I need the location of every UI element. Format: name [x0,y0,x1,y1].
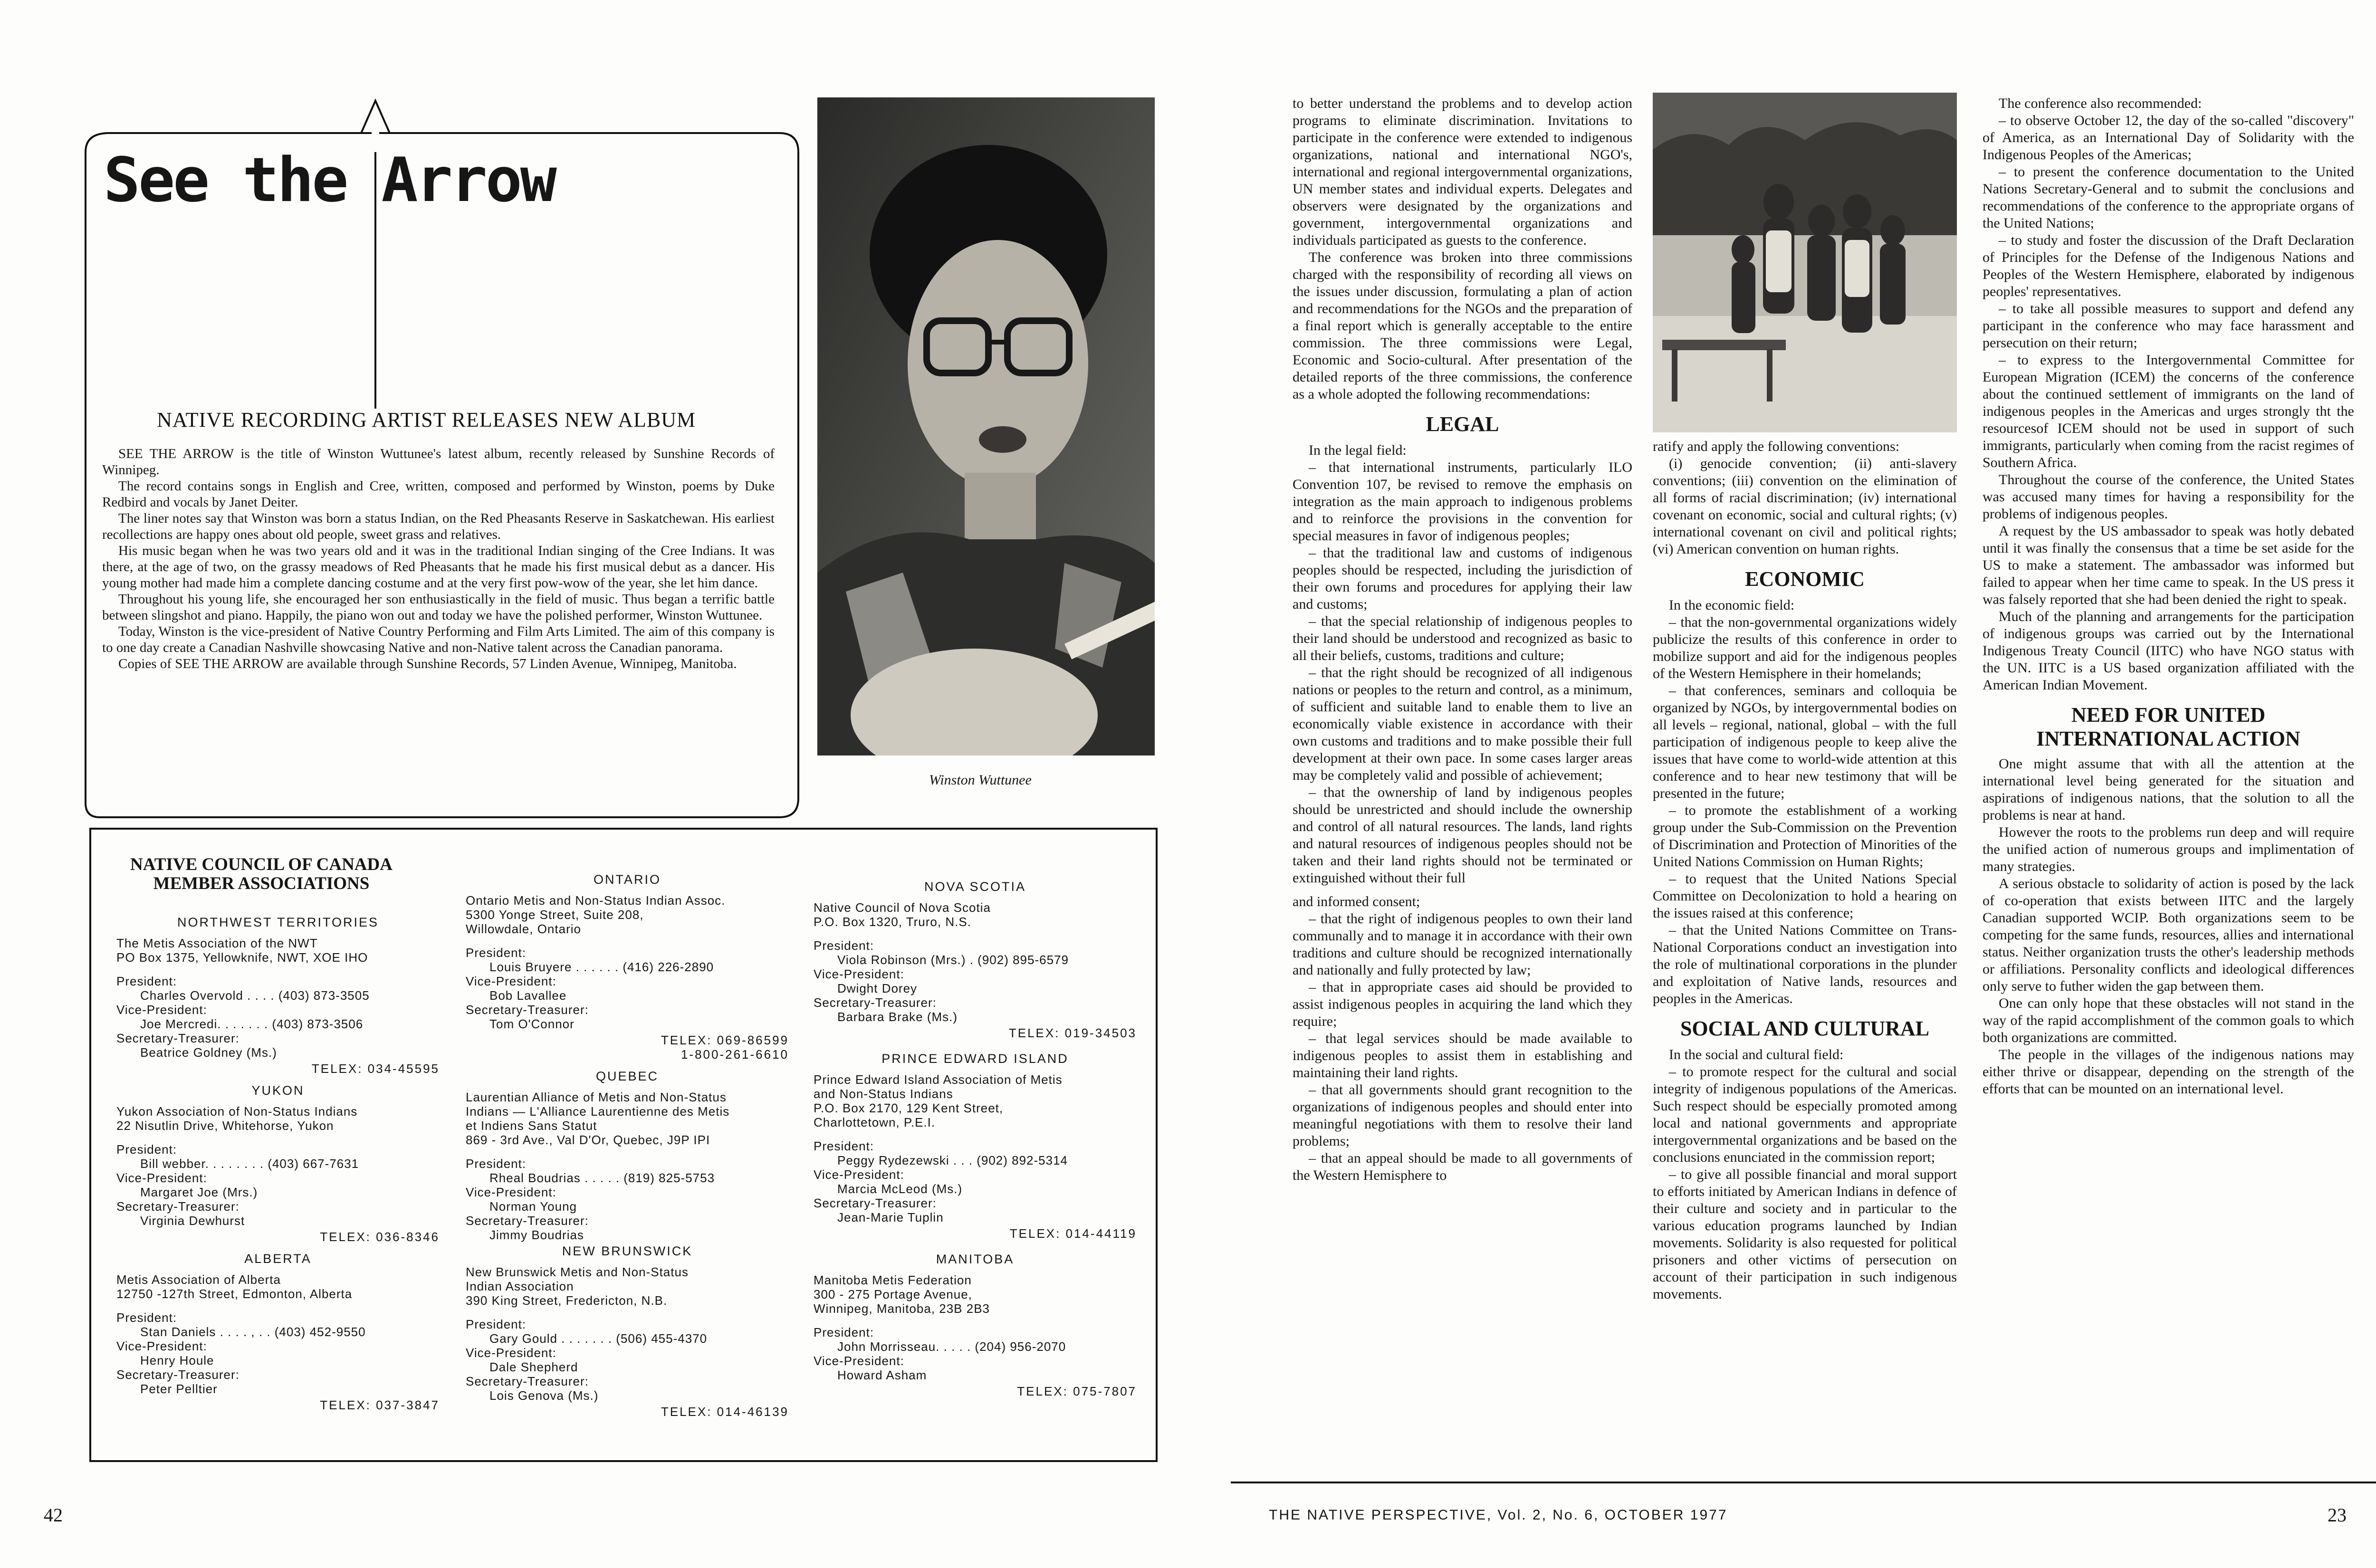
article-paragraph: The people in the villages of the indigenous nations may either thrive or disappear, depending on the strength of the efforts that can be mounted on an international level. [1983,1047,2354,1097]
feature-body [102,446,775,672]
telex-number: TELEX: 037-3847 [320,1398,440,1412]
org-name: Indian Association [466,1279,574,1293]
person-entry: Gary Gould . . . . . . . (506) 455-4370 [489,1331,708,1346]
region-heading: YUKON [251,1083,305,1098]
role-label: Secretary-Treasurer: [814,995,937,1010]
role-label: President: [116,974,177,988]
role-label: President: [814,1139,874,1153]
article-paragraph: – that the right of indigenous peoples to own their land communally and to manage it in accordance with their own traditions and culture should be recognized internationally and nationally and fully protected by law; [1293,911,1632,978]
council-column-2 [466,865,789,1419]
council-column-1 [116,908,440,1412]
article-paragraph: – that the right should be recognized of all indigenous nations or peoples to the return and control, as a minimum, of sufficient and suitable land to enable them to live an economically viable existence in accordance with their own customs and traditions and to make possible their full development at their own pace. In some cases larger areas may be completely valid and possible of achievement; [1293,665,1632,783]
role-label: Secretary-Treasurer: [466,1214,589,1228]
article-paragraph: In the social and cultural field: [1669,1047,1844,1062]
feature-paragraph: SEE THE ARROW is the title of Winston Wuttunee's latest album, recently released by Sunshine Records of Winnipeg. [102,446,775,478]
feature-paragraph: The record contains songs in English and Cree, written, composed and performed by Winston, poems by Duke Redbird and vocals by Janet Deiter. [102,478,775,510]
article-paragraph: ratify and apply the following conventions: [1653,439,1900,454]
section-heading-line: NEED FOR UNITED [2071,703,2266,727]
role-label: President: [116,1310,177,1325]
person-entry: Marcia McLeod (Ms.) [837,1182,963,1196]
footer-rule [1231,1482,2376,1483]
article-paragraph: – that legal services should be made available to indigenous peoples to assist them in establishing and maintaining their land rights. [1293,1031,1632,1080]
role-label: President: [814,938,874,953]
footer-publication: THE NATIVE PERSPECTIVE, Vol. 2, No. 6, OCTOBER 1977 [1269,1507,1728,1523]
role-label: Vice-President: [814,1167,904,1182]
org-name: Native Council of Nova Scotia [814,900,991,915]
article-paragraph: One can only hope that these obstacles will not stand in the way of the rapid accomplishment of the common goals to which both organizations are committed. [1983,995,2354,1045]
article-paragraph: – to study and foster the discussion of the Draft Declaration of Principles for the Defense of the Indigenous Nations and Peoples of the Western Hemisphere, elaborated by indigenous peoples' representatives. [1983,232,2354,299]
region-heading: PRINCE EDWARD ISLAND [881,1052,1069,1066]
person-entry: Viola Robinson (Mrs.) . (902) 895-6579 [837,953,1069,967]
article-paragraph: – that the ownership of land by indigenous peoples should be unrestricted and should include the ownership and control of all natural resources. The lands, land rights and natural resources of indigenous peoples should not be taken and their land rights should not be terminated or extinguished without their full [1293,784,1632,886]
org-name: The Metis Association of the NWT [116,936,318,950]
person-entry: Louis Bruyere . . . . . . (416) 226-2890 [489,960,714,974]
person-entry: John Morrisseau. . . . . (204) 956-2070 [837,1339,1066,1354]
article-paragraph: The conference also recommended: [1999,96,2202,111]
telex-number: TELEX: 069-86599 [661,1033,789,1047]
article-column-2 [1653,438,1957,1303]
org-name: and Non-Status Indians [814,1087,953,1101]
article-paragraph: The conference was broken into three commissions charged with the responsibility of recording all views on the issues under discussion, formulating a plan of action and recommendations for the NGOs and the preparation of a final report which is generally acceptable to the entire commission. The three commissions were Legal, Economic and Socio-cultural. After presentation of the detailed reports of the three commissions, the conference as a whole adopted the following recommendations: [1293,249,1632,402]
region-heading: NOVA SCOTIA [924,880,1026,894]
org-address: 300 - 275 Portage Avenue, [814,1287,972,1301]
org-name: Metis Association of Alberta [116,1272,281,1287]
telex-number: TELEX: 034-45595 [311,1061,440,1076]
article-paragraph: – that the special relationship of indigenous peoples to their land should be understood and recognized as basic to all their beliefs, customs, traditions and culture; [1293,613,1632,663]
right-page-number: 23 [2328,1504,2347,1526]
telex-number: TELEX: 014-46139 [661,1405,789,1419]
person-entry: Dwight Dorey [837,981,918,995]
phone-number: 1-800-261-6610 [680,1047,789,1061]
article-paragraph: Throughout the course of the conference, the United States was accused many times for having a responsibility for the problems of indigenous peoples. [1983,472,2354,522]
council-title [109,855,413,893]
role-label: President: [466,946,527,960]
org-address: 22 Nisutlin Drive, Whitehorse, Yukon [116,1119,334,1133]
article-paragraph: – to request that the United Nations Special Committee on Decolonization to hold a hearing on the issues raised at this conference; [1653,871,1957,921]
article-paragraph: – to give all possible financial and moral support to efforts initiated by American Indians in defence of their culture and society and in particular to the various education programs launched by Indian movements. Solidarity is also requested for political prisoners and other victims of persecution on account of their participation in such indigenous movements. [1653,1166,1957,1302]
org-name: Ontario Metis and Non-Status Indian Assoc. [466,893,726,908]
article-paragraph: and informed consent; [1293,894,1420,909]
village-children-photo [1653,93,1957,432]
article-paragraph: In the economic field: [1669,597,1795,613]
role-label: President: [466,1317,527,1331]
article-paragraph: – that international instruments, particularly ILO Convention 107, be revised to remove the emphasis on integration as the main approach to indigenous problems and to reinforce the provisions in the convention for special measures in favor of indigenous peoples; [1293,459,1632,544]
article-column-3 [1983,95,2354,1098]
person-entry: Henry Houle [140,1353,214,1367]
person-entry: Jean-Marie Tuplin [837,1210,944,1224]
article-column-1 [1293,95,1632,1184]
person-entry: Barbara Brake (Ms.) [837,1010,958,1024]
council-title-line2: MEMBER ASSOCIATIONS [153,874,370,893]
org-name: Manitoba Metis Federation [814,1273,972,1287]
village-illustration [1653,93,1957,432]
region-heading: ALBERTA [244,1252,312,1266]
org-address: Charlottetown, P.E.I. [814,1115,936,1129]
org-name: Laurentian Alliance of Metis and Non-Status [466,1090,727,1104]
article-paragraph: However the roots to the problems run deep and will require the unified action of numerous groups and implimentation of many strategies. [1983,824,2354,874]
person-entry: Peggy Rydezewski . . . (902) 892-5314 [837,1153,1068,1167]
role-label: Secretary-Treasurer: [116,1199,240,1214]
article-paragraph: – to express to the Intergovernmental Committee for European Migration (ICEM) the concerns of the conference about the continued settlement of immigrants on the land of indigenous peoples in the Americas and urges strongly tht the resourcesof ICEM should not be used in support of such immigrants, particularly when coming from the racist regimes of Southern Africa. [1983,352,2354,470]
council-title-line1: NATIVE COUNCIL OF CANADA [130,855,393,874]
article-paragraph: – that the United Nations Committee on Trans-National Corporations conduct an investigation into the role of multinational corporations in the plunder and exploitation of Native lands, resources and peoples in the Americas. [1653,922,1957,1006]
role-label: Vice-President: [814,1354,904,1368]
person-entry: Howard Asham [837,1368,927,1382]
feature-paragraph: Copies of SEE THE ARROW are available through Sunshine Records, 57 Linden Avenue, Winnipeg, Manitoba. [118,656,737,671]
artist-portrait-photo [817,97,1155,755]
article-paragraph: – that in appropriate cases aid should be provided to assist indigenous peoples in acquiring the land which they require; [1293,979,1632,1029]
feature-paragraph: Throughout his young life, she encouraged her son enthusiastically in the field of music. Thus began a terrific battle between slingshot and piano. Happily, the piano won out and today we have the polished performer, Winston Wuttunee. [102,592,775,623]
region-heading: MANITOBA [936,1252,1015,1266]
telex-number: TELEX: 075-7807 [1017,1384,1137,1398]
region-heading: NORTHWEST TERRITORIES [177,915,379,929]
article-paragraph: (i) genocide convention; (ii) anti-slavery conventions; (iii) convention on the elimination of all forms of racial discrimination; (iv) international covenant on economic, social and cultural rights; (v) international covenant on civil and political rights; (vi) American convention on human rights. [1653,456,1957,557]
role-label: Vice-President: [116,1171,207,1185]
feature-paragraph: Today, Winston is the vice-president of Native Country Performing and Film Arts Limited. The aim of this company is to one day create a Canadian Nashville showcasing Native and non-Native talent across the Canadian panorama. [102,624,775,655]
article-paragraph: – that all governments should grant recognition to the organizations of indigenous peoples and should enter into meaningful negotiations with them to resolve their land problems; [1293,1082,1632,1149]
org-address: 869 - 3rd Ave., Val D'Or, Quebec, J9P IPI [466,1133,710,1147]
section-heading-need [1983,703,2354,751]
org-address: P.O. Box 2170, 129 Kent Street, [814,1101,1004,1115]
article-paragraph: Much of the planning and arrangements for the participation of indigenous groups was carried out by the International Indigenous Treaty Council (IITC) who have NGO status with the UN. IITC is a US based organization affiliated with the American Indian Movement. [1983,609,2354,693]
org-address: 12750 -127th Street, Edmonton, Alberta [116,1287,353,1301]
feature-paragraph: The liner notes say that Winston was born a status Indian, on the Red Pheasants Reserve in Saskatchewan. His earliest recollections are happy ones about old people, sweet grass and relatives. [102,511,775,542]
region-heading: NEW BRUNSWICK [562,1244,693,1258]
section-heading-legal: LEGAL [1426,412,1499,436]
org-address: 5300 Yonge Street, Suite 208, [466,908,644,922]
role-label: Vice-President: [466,1185,556,1199]
role-label: Vice-President: [116,1339,207,1353]
article-paragraph: A request by the US ambassador to speak was hotly debated until it was finally the consensus that a time be set aside for the US to make a statement. The ambassador was informed but failed to appear when her time came to speak. In the US press it was falsely reported that she had been denied the right to speak. [1983,523,2354,607]
telex-number: TELEX: 019-34503 [1008,1026,1137,1040]
article-paragraph: – to promote respect for the cultural and social integrity of indigenous populations of the Americas. Such respect should be especially promoted among local and national governments and appropriate intergovernmental organizations and be based on the conclusions enunciated in the commission report; [1653,1064,1957,1165]
role-label: President: [814,1325,874,1339]
role-label: Secretary-Treasurer: [116,1367,240,1382]
region-heading: ONTARIO [594,872,661,887]
person-entry: Joe Mercredi. . . . . . . (403) 873-3506 [140,1017,364,1031]
telex-number: TELEX: 014-44119 [1009,1226,1137,1241]
role-label: President: [466,1157,527,1171]
left-page-number: 42 [44,1504,63,1526]
org-address: P.O. Box 1320, Truro, N.S. [814,915,971,929]
person-entry: Bob Lavallee [489,988,567,1003]
person-entry: Rheal Boudrias . . . . . (819) 825-5753 [489,1171,715,1185]
article-paragraph: – that the traditional law and customs of indigenous peoples should be respected, including the jurisdiction of their own forums and procedures for applying their law and customs; [1293,545,1632,612]
role-label: Secretary-Treasurer: [814,1196,937,1210]
person-entry: Virginia Dewhurst [140,1214,245,1228]
feature-headline: NATIVE RECORDING ARTIST RELEASES NEW ALBUM [157,408,696,431]
person-entry: Stan Daniels . . . . , . . (403) 452-9550 [140,1325,366,1339]
org-name: Prince Edward Island Association of Metis [814,1072,1063,1087]
org-name: Yukon Association of Non-Status Indians [116,1104,358,1119]
article-paragraph: One might assume that with all the attention at the international level being generated for the situation and aspirations of indigenous nations, that the solution to all the problems is near at hand. [1983,756,2354,823]
section-heading-economic: ECONOMIC [1745,567,1865,591]
role-label: Vice-President: [466,974,556,988]
person-entry: Lois Genova (Ms.) [489,1388,599,1403]
article-paragraph: – that an appeal should be made to all governments of the Western Hemisphere to [1293,1150,1632,1183]
feature-title: See the Arrow [104,145,555,216]
org-name: Indians — L'Alliance Laurentienne des Metis [466,1104,730,1119]
feature-paragraph: His music began when he was two years old and it was in the traditional Indian singing of the Cree Indians. It was there, at the age of two, on the grassy meadows of Red Pheasants that he made his first musical debut as a dancer. His young mother had made him a complete dancing costume and at the very first pow-wow of the year, she let him dance. [102,543,775,591]
role-label: Vice-President: [116,1003,207,1017]
article-paragraph: A serious obstacle to solidarity of action is posed by the lack of co-operation that exists between IITC and the largely Canadian supported WCIP. Both organizations seem to be competing for the same funds, resources, allies and international status. Neither organization trusts the other's leadership methods or affiliations. Personality conflicts and ideological differences only serve to futher widen the gap between them. [1983,876,2354,994]
person-entry: Bill webber. . . . . . . . (403) 667-7631 [140,1157,359,1171]
portrait-illustration [817,97,1155,755]
section-heading-social-cultural: SOCIAL AND CULTURAL [1680,1017,1930,1040]
person-entry: Beatrice Goldney (Ms.) [140,1045,277,1060]
person-entry: Tom O'Connor [489,1017,575,1031]
org-name: et Indiens Sans Statut [466,1119,597,1133]
person-entry: Charles Overvold . . . . (403) 873-3505 [140,988,370,1003]
article-paragraph: – that conferences, seminars and colloquia be organized by NGOs, by intergovernmental bodies on all levels – regional, national, global – with the full participation of indigenous people to keep alive the issues that have come to world-wide attention at this conference and to hear new testimony that will be presented in the future; [1653,683,1957,801]
role-label: Vice-President: [466,1346,556,1360]
photo-caption: Winston Wuttunee [929,772,1032,788]
org-name: New Brunswick Metis and Non-Status [466,1265,689,1279]
person-entry: Peter Pelltier [140,1382,218,1396]
council-column-3 [814,872,1137,1398]
person-entry: Norman Young [489,1199,577,1214]
person-entry: Dale Shepherd [489,1360,578,1374]
org-address: 390 King Street, Fredericton, N.B. [466,1293,668,1308]
org-address: PO Box 1375, Yellowknife, NWT, XOE IHO [116,950,368,965]
article-paragraph: – to observe October 12, the day of the so-called "discovery" of America, as an International Day of Solidarity with the Indigenous Peoples of the Americas; [1983,113,2354,163]
article-paragraph: – that the non-governmental organizations widely publicize the results of this conference in order to mobilize support and aid for the indigenous peoples of the Western Hemisphere in their homelands; [1653,614,1957,681]
role-label: Vice-President: [814,967,904,981]
section-heading-line: INTERNATIONAL ACTION [2036,727,2300,750]
article-paragraph: to better understand the problems and to develop action programs to eliminate discrimination. Invitations to participate in the conference were extended to indigenous organizations, national and international NGO's, international and regional intergovernmental organizations, UN member states and individual experts. Delegates and observers were designated by the organizations and government, intergovernmental organizations and individuals participated as guests to the conference. [1293,96,1632,248]
telex-number: TELEX: 036-8346 [320,1230,440,1244]
role-label: Secretary-Treasurer: [466,1374,589,1388]
person-entry: Margaret Joe (Mrs.) [140,1185,258,1199]
article-paragraph: – to present the conference documentation to the United Nations Secretary-General and to submit the conclusions and recommendations of the conference to the appropriate organs of the United Nations; [1983,164,2354,231]
org-address: Willowdale, Ontario [466,922,581,936]
article-paragraph: – to promote the establishment of a working group under the Sub-Commission on the Prevention of Discrimination and Protection of Minorities of the United Nations Commission on Human Rights; [1653,803,1957,870]
article-paragraph: – to take all possible measures to support and defend any participant in the conference who may face harassment and persecution on their return; [1983,301,2354,351]
region-heading: QUEBEC [595,1069,659,1083]
role-label: President: [116,1142,177,1157]
role-label: Secretary-Treasurer: [466,1003,589,1017]
person-entry: Jimmy Boudrias [489,1228,584,1242]
article-paragraph: In the legal field: [1309,442,1407,458]
org-address: Winnipeg, Manitoba, 23B 2B3 [814,1301,990,1316]
role-label: Secretary-Treasurer: [116,1031,240,1045]
